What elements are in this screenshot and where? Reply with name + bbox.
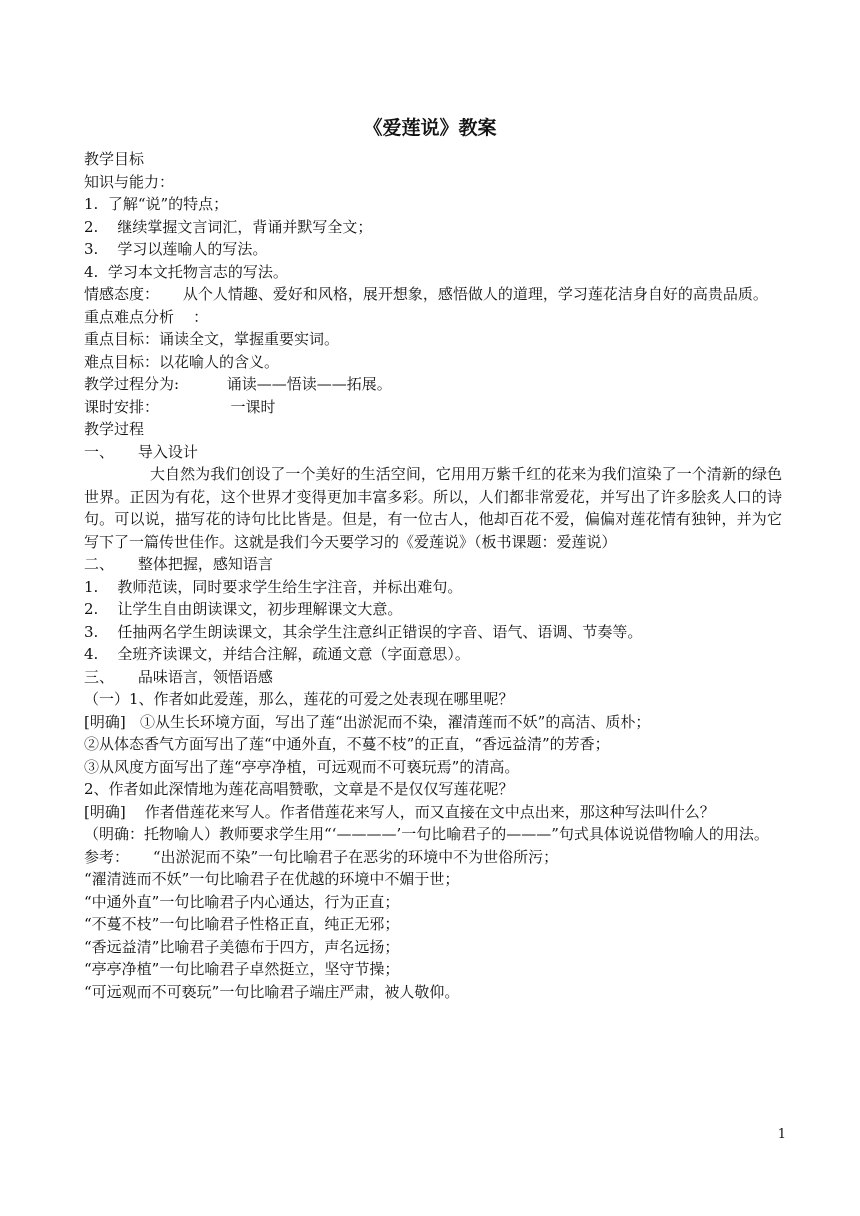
- class-hours: 课时安排： 一课时: [84, 397, 276, 416]
- step-1: 1. 教师范读，同时要求学生给生字注音，并标出难句。: [84, 577, 463, 596]
- section-2-heading: 二、 整体把握，感知语言: [84, 555, 273, 573]
- reference-6: “亭亭净植”一句比喻君子卓然挺立，坚守节操；: [84, 960, 400, 978]
- heading-teaching-process: 教学过程: [84, 420, 145, 438]
- answer-1a: [明确] ①从生长环境方面，写出了莲“出淤泥而不染，濯清莲而不妖”的高洁、质朴；: [84, 712, 651, 731]
- subheading-knowledge: 知识与能力：: [84, 172, 175, 191]
- heading-key-difficulty: 重点难点分析 ：: [84, 307, 209, 326]
- key-goal: 重点目标：诵读全文，掌握重要实词。: [84, 330, 340, 348]
- step-2: 2. 让学生自由朗读课文，初步理解课文大意。: [84, 600, 403, 618]
- reference-5: “香远益清”比喻君子美德布于四方，声名远扬；: [84, 937, 400, 956]
- question-1: （一）1、作者如此爱莲，那么，莲花的可爱之处表现在哪里呢？: [84, 690, 514, 708]
- goal-item-1: 1. 了解“说”的特点；: [84, 195, 229, 213]
- page-title: 《爱莲说》教案: [363, 117, 497, 139]
- reference-2: “濯清涟而不妖”一句比喻君子在优越的环境中不媚于世；: [84, 870, 460, 888]
- reference-1: 参考： “出淤泥而不染”一句比喻君子在恶劣的环境中不为世俗所污；: [84, 847, 559, 866]
- reference-7: “可远观而不可亵玩”一句比喻君子端庄严肃，被人敬仰。: [84, 982, 460, 1001]
- section-1-heading: 一、 导入设计: [84, 442, 198, 461]
- step-3: 3. 任抽两名学生朗读课文，其余学生注意纠正错误的字音、语气、语调、节奏等。: [84, 622, 643, 641]
- question-2: 2、作者如此深情地为莲花高唱赞歌，文章是不是仅仅写莲花呢？: [84, 780, 514, 798]
- process-division: 教学过程分为: 诵读——悟读——拓展。: [84, 375, 392, 393]
- difficult-goal: 难点目标：以花喻人的含义。: [84, 352, 280, 371]
- answer-2-note: （明确：托物喻人）教师要求学生用“‘————’一句比喻君子的———”句式具体说说借物喻人的用法。: [84, 825, 769, 843]
- document-body: [84, 148, 782, 1003]
- answer-1c: ③从风度方面写出了莲“亭亭净植，可远观而不可亵玩焉”的清高。: [84, 757, 520, 776]
- goal-item-2: 2. 继续掌握文言词汇，背诵并默写全文；: [84, 217, 373, 236]
- goal-item-3: 3. 学习以莲喻人的写法。: [84, 240, 268, 258]
- goal-item-4: 4. 学习本文托物言志的写法。: [84, 262, 288, 281]
- section-3-heading: 三、 品味语言，领悟语感: [84, 667, 273, 686]
- reference-4: “不蔓不枝”一句比喻君子性格正直，纯正无邪；: [84, 915, 400, 933]
- page-number: 1: [777, 1127, 786, 1142]
- answer-1b: ②从体态香气方面写出了莲“中通外直，不蔓不枝”的正直，“香远益清”的芳香；: [84, 735, 610, 753]
- reference-3: “中通外直”一句比喻君子内心通达，行为正直；: [84, 892, 400, 911]
- intro-paragraph: 大自然为我们创设了一个美好的生活空间，它用用万紫千红的花来为我们渲染了一个清新的绿色世界。正因为有花，这个世界才变得更加丰富多彩。所以，人们都非常爱花，并写出了许多脍炙人口的诗句。可以说，描写花的诗句比比皆是。但是，有一位古人，他却百花不爱，偏偏对莲花情有独钟，并为它写下了一篇传世佳作。这就是我们今天要学习的《爱莲说》（板书课题：爱莲说）: [84, 465, 782, 551]
- heading-teaching-goals: 教学目标: [84, 150, 145, 168]
- emotion-attitude: 情感态度： 从个人情趣、爱好和风格，展开想象，感悟做人的道理，学习莲花洁身自好的高贵品质。: [84, 285, 768, 303]
- answer-2: [明确] 作者借莲花来写人。作者借莲花来写人，而又直接在文中点出来，那这种写法叫什么？: [84, 802, 715, 821]
- step-4: 4. 全班齐读课文，并结合注解，疏通文意（字面意思）。: [84, 645, 470, 663]
